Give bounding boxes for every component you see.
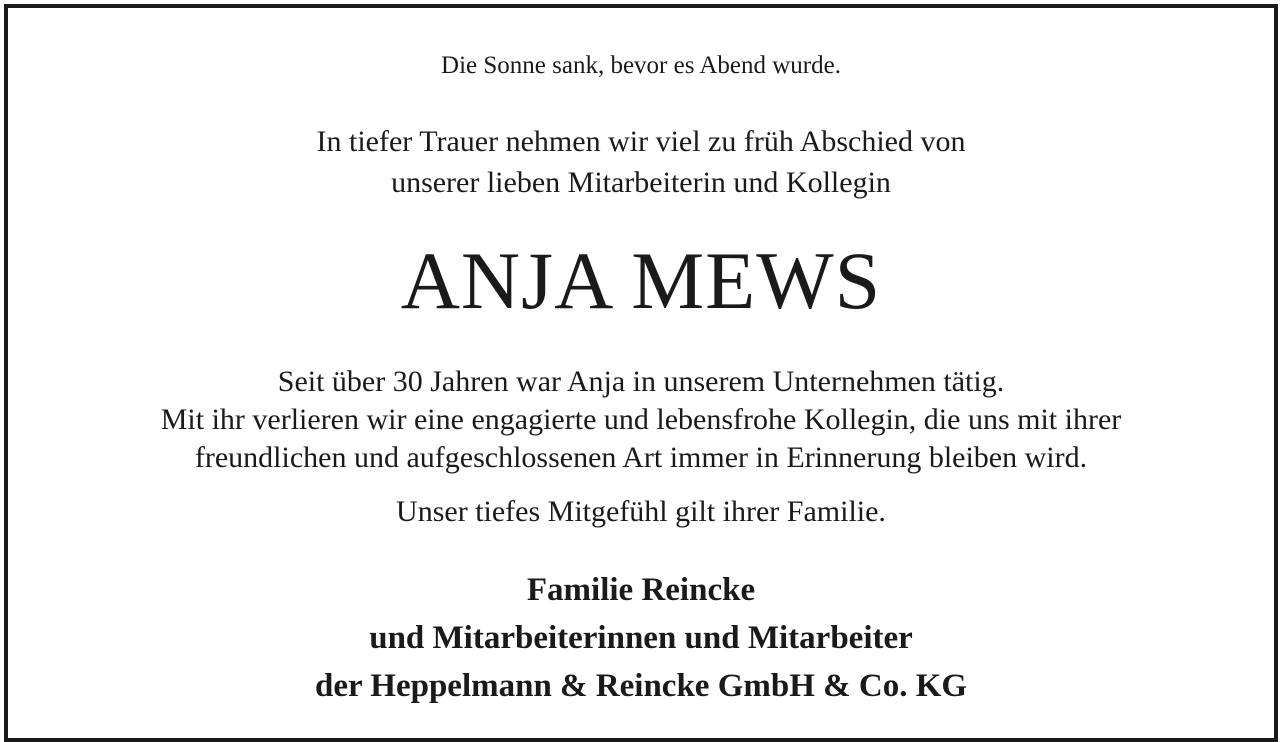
signature-line-1: Familie Reincke bbox=[526, 572, 756, 608]
intro-line-1: In tiefer Trauer nehmen wir viel zu früh Abschied von bbox=[316, 125, 966, 158]
intro-text bbox=[8, 121, 1274, 203]
tribute-line-3: freundlichen und aufgeschlossenen Art immer in Erinnerung bleiben wird. bbox=[194, 441, 1088, 474]
obituary-notice bbox=[4, 4, 1278, 742]
signature-line-3: der Heppelmann & Reincke GmbH & Co. KG bbox=[314, 668, 968, 704]
deceased-name: ANJA MEWS bbox=[400, 235, 882, 326]
tribute-line-1: Seit über 30 Jahren war Anja in unserem Unternehmen tätig. bbox=[277, 365, 1005, 398]
tribute-text bbox=[8, 363, 1274, 477]
tribute-line-2: Mit ihr verlieren wir eine engagierte und lebensfrohe Kollegin, die uns mit ihrer bbox=[160, 403, 1122, 436]
intro-line-2: unserer lieben Mitarbeiterin und Kollegin bbox=[391, 166, 891, 199]
motto-line: Die Sonne sank, bevor es Abend wurde. bbox=[441, 52, 841, 79]
condolence-line: Unser tiefes Mitgefühl gilt ihrer Familie. bbox=[396, 495, 886, 528]
signature-line-2: und Mitarbeiterinnen und Mitarbeiter bbox=[369, 620, 913, 656]
signature-block bbox=[8, 566, 1274, 710]
